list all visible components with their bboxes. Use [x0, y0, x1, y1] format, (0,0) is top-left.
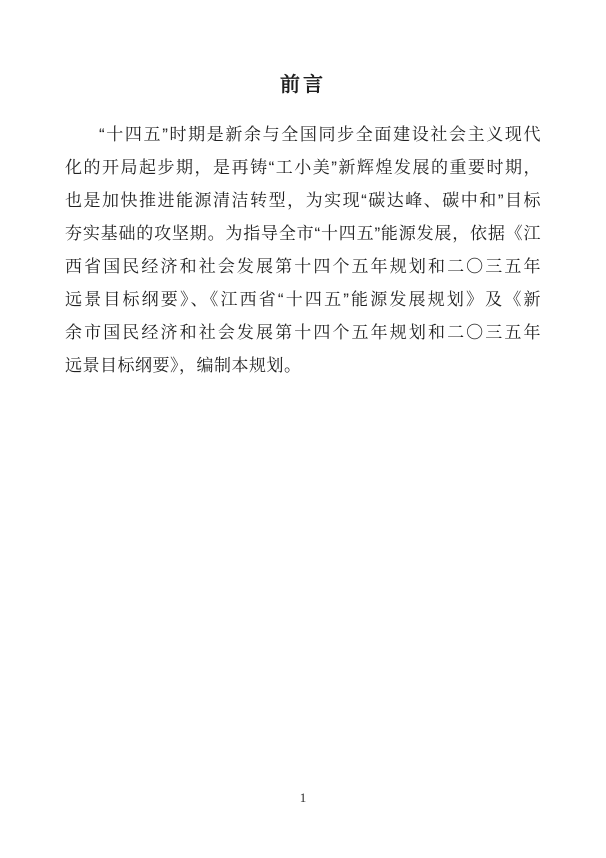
body-paragraph — [65, 118, 541, 382]
paragraph-line: 也是加快推进能源清洁转型，为实现“碳达峰、碳中和”目标 — [65, 191, 541, 210]
paragraph-line: 远景目标纲要》、《江西省“十四五”能源发展规划》及《新 — [65, 290, 541, 309]
paragraph-line: 远景目标纲要》，编制本规划。 — [65, 356, 302, 375]
paragraph-line: 西省国民经济和社会发展第十四个五年规划和二〇三五年 — [65, 257, 541, 276]
paragraph-line: 余市国民经济和社会发展第十四个五年规划和二〇三五年 — [65, 323, 541, 342]
paragraph-line: 夯实基础的攻坚期。为指导全市“十四五”能源发展，依据《江 — [65, 224, 541, 243]
paragraph-line: 化的开局起步期，是再铸“工小美”新辉煌发展的重要时期， — [65, 158, 541, 177]
page-number: 1 — [299, 790, 307, 805]
paragraph-line: “十四五”时期是新余与全国同步全面建设社会主义现代 — [99, 125, 541, 144]
document-title: 前言 — [280, 74, 326, 96]
